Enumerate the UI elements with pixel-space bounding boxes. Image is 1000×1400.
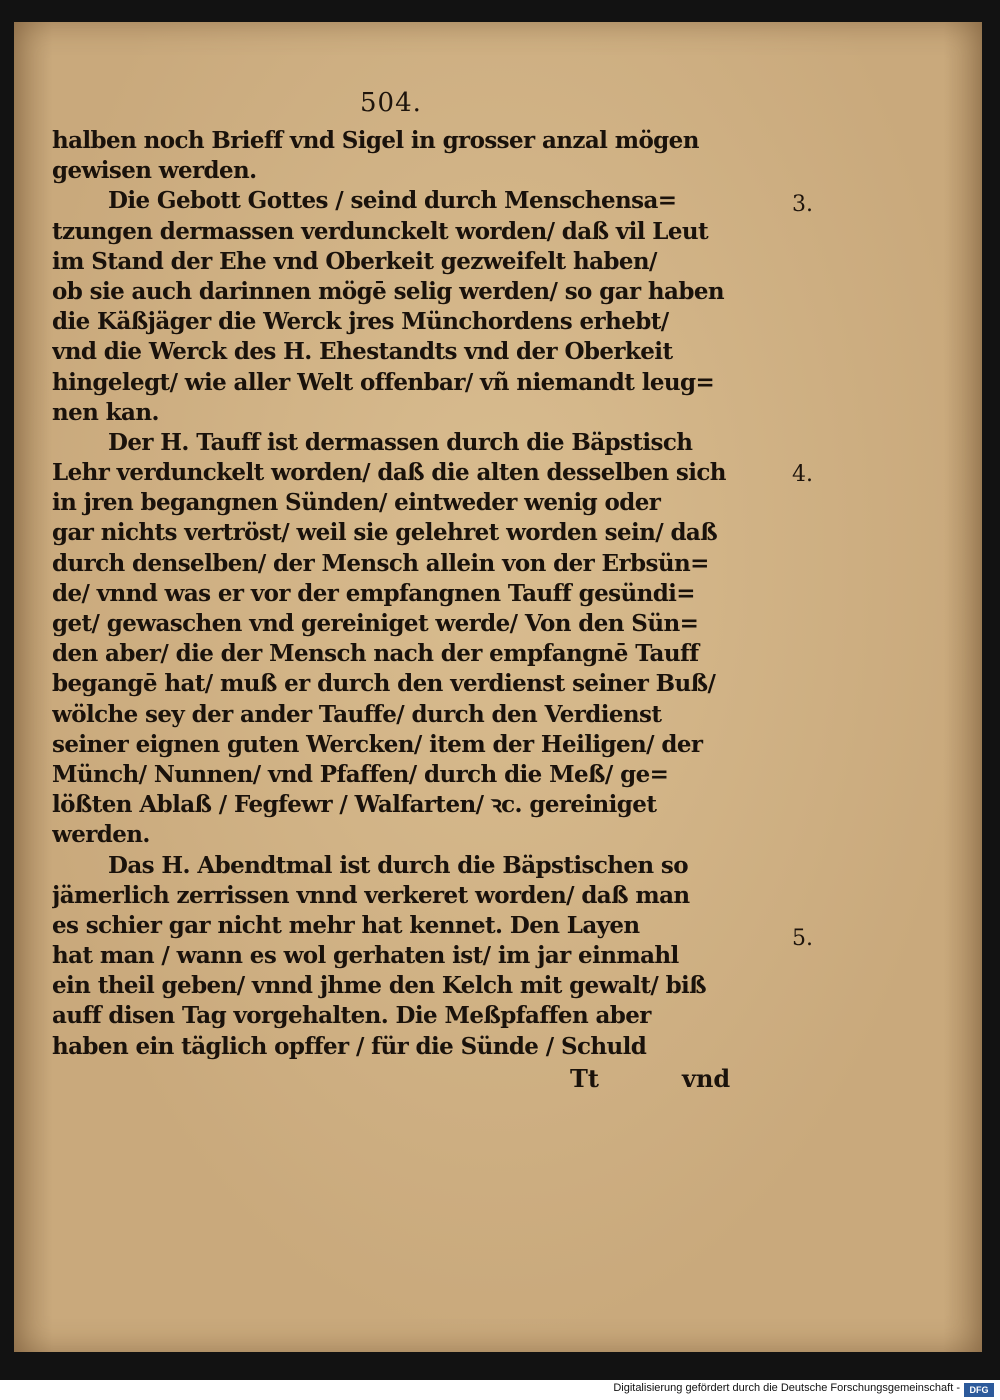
text-line: haben ein täglich opffer / für die Sünde / Schuld <box>52 1032 647 1060</box>
book-page <box>14 22 982 1352</box>
text-line: vnd die Werck des H. Ehestandts vnd der Oberkeit <box>52 338 673 366</box>
text-line: die Käßjäger die Werck jres Münchordens erhebt/ <box>52 308 669 336</box>
text-line: seiner eignen guten Wercken/ item der Heiligen/ der <box>52 730 703 758</box>
text-line: gewisen werden. <box>52 157 257 185</box>
text-line: werden. <box>52 821 150 849</box>
text-line: tzungen dermassen verdunckelt worden/ daß vil Leut <box>52 217 709 245</box>
text-line: halben noch Brieff vnd Sigel in grosser anzal mögen <box>52 127 699 154</box>
text-line: den aber/ die der Mensch nach der empfangnē Tauff <box>52 640 699 668</box>
text-line: lößten Ablaß / Fegfewr / Walfarten/ ꝛc. gereiniget <box>52 791 657 819</box>
text-line: gar nichts vertröst/ weil sie gelehret worden sein/ daß <box>52 519 718 547</box>
dfg-logo-icon: DFG <box>964 1383 994 1397</box>
signature-line <box>52 1062 752 1096</box>
text-line: jämerlich zerrissen vnnd verkeret worden/ daß man <box>52 881 690 909</box>
footer-bar <box>0 1380 1000 1400</box>
text-line: ein theil geben/ vnnd jhme den Kelch mit gewalt/ biß <box>52 972 707 1000</box>
catchword: vnd <box>682 1063 731 1093</box>
signature-mark: Tt <box>570 1063 599 1093</box>
text-line: auff disen Tag vorgehalten. Die Meßpfaffen aber <box>52 1002 651 1030</box>
text-line: im Stand der Ehe vnd Oberkeit gezweifelt haben/ <box>52 247 657 275</box>
text-line: hat man / wann es wol gerhaten ist/ im jar einmahl <box>52 942 679 970</box>
text-line: Lehr verdunckelt worden/ daß die alten desselben sich <box>52 459 726 487</box>
dfg-credit: Digitalisierung gefördert durch die Deutsche Forschungsgemeinschaft - <box>613 1382 960 1394</box>
text-line: Der H. Tauff ist dermassen durch die Bäpstisch <box>108 428 693 456</box>
page-number: 504. <box>360 88 422 118</box>
text-line: Die Gebott Gottes / seind durch Menschensa= <box>108 187 677 215</box>
text-line: begangē hat/ muß er durch den verdienst seiner Buß/ <box>52 670 716 698</box>
text-line: wölche sey der ander Tauffe/ durch den Verdienst <box>52 700 662 728</box>
text-line: ob sie auch darinnen mögē selig werden/ so gar haben <box>52 277 724 305</box>
text-line: hingelegt/ wie aller Welt offenbar/ vñ niemandt leug= <box>52 368 715 396</box>
margin-number-5: 5. <box>792 926 813 951</box>
body-text <box>52 126 752 1096</box>
margin-number-4: 4. <box>792 462 813 487</box>
text-line: Münch/ Nunnen/ vnd Pfaffen/ durch die Meß/ ge= <box>52 760 669 788</box>
text-line: es schier gar nicht mehr hat kennet. Den Layen <box>52 911 640 939</box>
margin-number-3: 3. <box>792 192 813 217</box>
text-line: Das H. Abendtmal ist durch die Bäpstischen so <box>108 851 689 879</box>
text-line: nen kan. <box>52 398 159 426</box>
text-line: de/ vnnd was er vor der empfangnen Tauff gesündi= <box>52 579 695 607</box>
text-line: in jren begangnen Sünden/ eintweder wenig oder <box>52 489 661 517</box>
text-line: durch denselben/ der Mensch allein von der Erbsün= <box>52 549 709 577</box>
text-line: get/ gewaschen vnd gereiniget werde/ Von den Sün= <box>52 610 699 637</box>
